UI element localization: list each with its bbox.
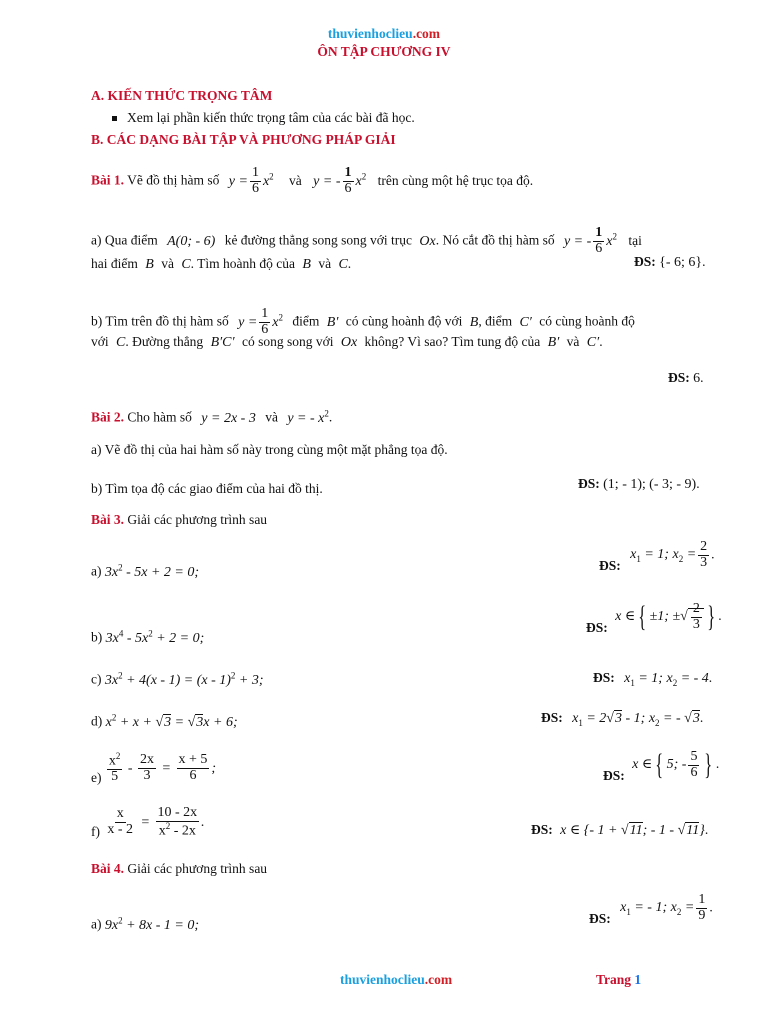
point-b-prime-2: B′ (547, 335, 560, 350)
bai3-a-answer: ĐS: $x_1 = 1$; $x_2$ = $\frac{2}{3}$ . (599, 539, 715, 574)
bai3-d-answer: ĐS: $x_1 = 2√3 - 1$; $x_2$ = - √3. (541, 710, 704, 728)
bai3-a: a) $3x^2 - 5x + 2 = 0$; (91, 562, 200, 580)
bai2-answer2: (- 3; - 9) (649, 477, 697, 492)
footer-site (340, 972, 452, 988)
bai3-f: f) $\frac{x}{x - 2}$ = $\frac{10 - 2x}{x^2 - 2x}$ . (91, 805, 205, 839)
bai4-statement (91, 861, 267, 877)
bai4-a-answer: ĐS: $x_1$ = - 1; $x_2$ = $\frac{1}{9}$ . (589, 892, 713, 927)
bai3-b-answer: ĐS: x ∈ { ±1; ±√ $\frac{2}{3}$ } . (586, 600, 722, 636)
point-c: C (181, 257, 191, 272)
point-b-2: B (302, 257, 311, 272)
bai2-statement: Bài 2. Cho hàm số y = 2x - 3 và y = - $x^2$. (91, 408, 333, 426)
bullet-icon (112, 116, 117, 121)
ds-label-3: ĐS: (578, 476, 600, 491)
bai3-e: e) $\frac{x^2}{5}$ - $\frac{2x}{3}$ = $\frac{x + 5}{6}$ ; (91, 751, 217, 785)
bai1-a2-text2: . Tìm hoành độ của (190, 256, 296, 271)
bai1-tail: trên cùng một hệ trục tọa độ. (377, 172, 534, 188)
bai1-b-text2: điểm (292, 313, 320, 329)
section-b-heading: B. CÁC DẠNG BÀI TẬP VÀ PHƯƠNG PHÁP GIẢI (91, 132, 396, 147)
page-label: Trang (596, 972, 632, 987)
bai1-b-line1 (91, 302, 635, 338)
point-b-3: B (469, 314, 479, 330)
bai1-b2-text1: với (91, 334, 109, 349)
bai3-a-label: a) (91, 563, 102, 579)
bai1-func2: y = - $\frac{1}{6}$ $x^2$ (313, 165, 367, 196)
ds-label-5: ĐS: (586, 620, 608, 636)
bai4-intro: Giải các phương trình sau (127, 861, 268, 876)
point-c-3: C (116, 335, 126, 350)
bai2-a: a) Vẽ đồ thị của hai hàm số này trong cùng một mặt phẳng tọa độ. (91, 442, 448, 457)
bai1-a-text4: tại (628, 232, 642, 248)
bai1-statement (91, 162, 533, 197)
bai1-b-answer-value: 6 (693, 371, 701, 386)
bai1-a2-text1: hai điểm (91, 256, 138, 271)
bullet-text: Xem lại phần kiến thức trọng tâm của các bài đã học. (127, 110, 415, 125)
footer-site-domain: .com (424, 972, 453, 987)
bai3-b: b) $3x^4 - 5x^2 + 2 = 0$; (91, 628, 205, 646)
bai1-b-answer: ĐS: 6. (668, 370, 704, 386)
bai3-f-label: f) (91, 823, 100, 839)
bai1-b-text4: , điểm (478, 313, 513, 329)
point-c-2: C (338, 257, 348, 272)
point-b-prime: B′ (326, 314, 339, 330)
ds-label-4: ĐS: (599, 558, 621, 574)
ds-label-9: ĐS: (531, 822, 553, 837)
bai2-func2: y = - x (287, 410, 325, 426)
site-header (0, 26, 768, 42)
bai1-b-text5: có cùng hoành độ (539, 313, 635, 329)
bai1-b-text3: có cùng hoành độ với (345, 313, 463, 329)
bai1-label: Bài 1. (91, 172, 125, 188)
chapter-title: ÔN TẬP CHƯƠNG IV (317, 44, 451, 59)
bai1-b2-text4: không? Vì sao? Tìm tung độ của (364, 334, 541, 349)
axis-ox: Ox (419, 233, 436, 249)
bai1-b-func: y = $\frac{1}{6}$ $x^2$ (238, 306, 284, 337)
bai4-label: Bài 4. (91, 861, 125, 876)
bai3-e-label: e) (91, 769, 102, 785)
bai1-b-text1: b) Tìm trên đồ thị hàm số (91, 313, 229, 329)
line-bc-prime: B′C′ (210, 335, 235, 350)
ds-label: ĐS: (634, 254, 656, 269)
bai1-b-line2: với C. Đường thẳng B′C′ có song song với Ox không? Vì sao? Tìm tung độ của B′ và C′. (91, 334, 603, 350)
bai2-func2-wrap: y = - $x^2$ (287, 408, 329, 426)
bai3-b-label: b) (91, 629, 103, 645)
site-name: thuvienhoclieu (327, 26, 413, 41)
bai4-a: a) $9x^2 + 8x - 1 = 0$; (91, 915, 200, 933)
bai1-a-answer-value: {- 6; 6} (659, 255, 703, 270)
bai1-a-text1: a) Qua điểm (91, 232, 158, 248)
ds-label-10: ĐS: (589, 911, 611, 927)
bai1-a-text3: . Nó cắt đồ thị hàm số (435, 232, 555, 248)
footer-page (596, 972, 641, 988)
bai1-b2-text2: . Đường thẳng (125, 334, 204, 349)
bai1-a2-text3: và (318, 256, 332, 271)
bai2-label: Bài 2. (91, 409, 125, 425)
bai3-f-answer: ĐS: x ∈ {- 1 + √11; - 1 - √11}. (531, 822, 709, 838)
bai2-and: và (265, 409, 278, 425)
bai1-intro: Vẽ đồ thị hàm số (127, 172, 220, 188)
bai1-a-line1 (91, 222, 642, 257)
ds-label-6: ĐS: (593, 670, 615, 685)
ds-label-2: ĐS: (668, 370, 690, 385)
bai2-func1: y = 2x - 3 (201, 410, 256, 426)
ds-label-8: ĐS: (603, 768, 625, 784)
bai4-a-label: a) (91, 916, 102, 932)
bai3-c-label: c) (91, 671, 102, 687)
site-domain: .com (412, 26, 441, 41)
bai3-c-answer: ĐS: $x_1 = 1$; $x_2$ = - 4. (593, 670, 713, 688)
bai3-c: c) $3x^2 + 4(x - 1) = (x - 1)^2 + 3$; (91, 670, 264, 688)
bai1-a-line2: hai điểm B và C. Tìm hoành độ của B và C. (91, 256, 352, 272)
bai2-b-answer: ĐS: (1; - 1); (- 3; - 9). (578, 476, 700, 492)
bai2-intro: Cho hàm số (127, 409, 192, 425)
bai1-a-text2: kẻ đường thẳng song song với trục (224, 232, 413, 248)
bai3-d: d) $x^2 + x + √3 = √3x + 6$; (91, 712, 238, 730)
section-a-heading: A. KIẾN THỨC TRỌNG TÂM (91, 88, 273, 103)
bai2-answer1: (1; - 1) (603, 477, 643, 492)
point-a: A(0; - 6) (167, 233, 216, 249)
ds-label-7: ĐS: (541, 710, 563, 725)
bai1-and: và (289, 172, 302, 188)
bai1-b2-text5: và (566, 334, 580, 349)
bai1-b2-text3: có song song với (241, 334, 334, 349)
bai2-b: b) Tìm tọa độ các giao điểm của hai đồ thị. (91, 481, 323, 496)
point-c-prime: C′ (519, 314, 532, 330)
bai3-label: Bài 3. (91, 512, 125, 527)
section-a-bullet (112, 110, 415, 126)
axis-ox-2: Ox (340, 335, 358, 350)
bai1-func1: y = $\frac{1}{6}$ $x^2$ (228, 165, 274, 196)
point-b: B (145, 257, 154, 272)
bai3-statement (91, 512, 267, 528)
bai1-a-func: y = - $\frac{1}{6}$ $x^2$ (563, 225, 617, 256)
point-c-prime-2: C′ (586, 335, 600, 350)
bai1-a-answer: ĐS: {- 6; 6}. (634, 254, 706, 270)
footer-site-name: thuvienhoclieu (340, 972, 425, 987)
bai3-intro: Giải các phương trình sau (127, 512, 268, 527)
bai1-a2-and: và (161, 256, 174, 271)
page-number: 1 (634, 972, 642, 987)
bai3-e-answer: ĐS: x ∈ { 5; - $\frac{5}{6}$ } . (603, 748, 720, 784)
bai3-d-label: d) (91, 713, 103, 729)
